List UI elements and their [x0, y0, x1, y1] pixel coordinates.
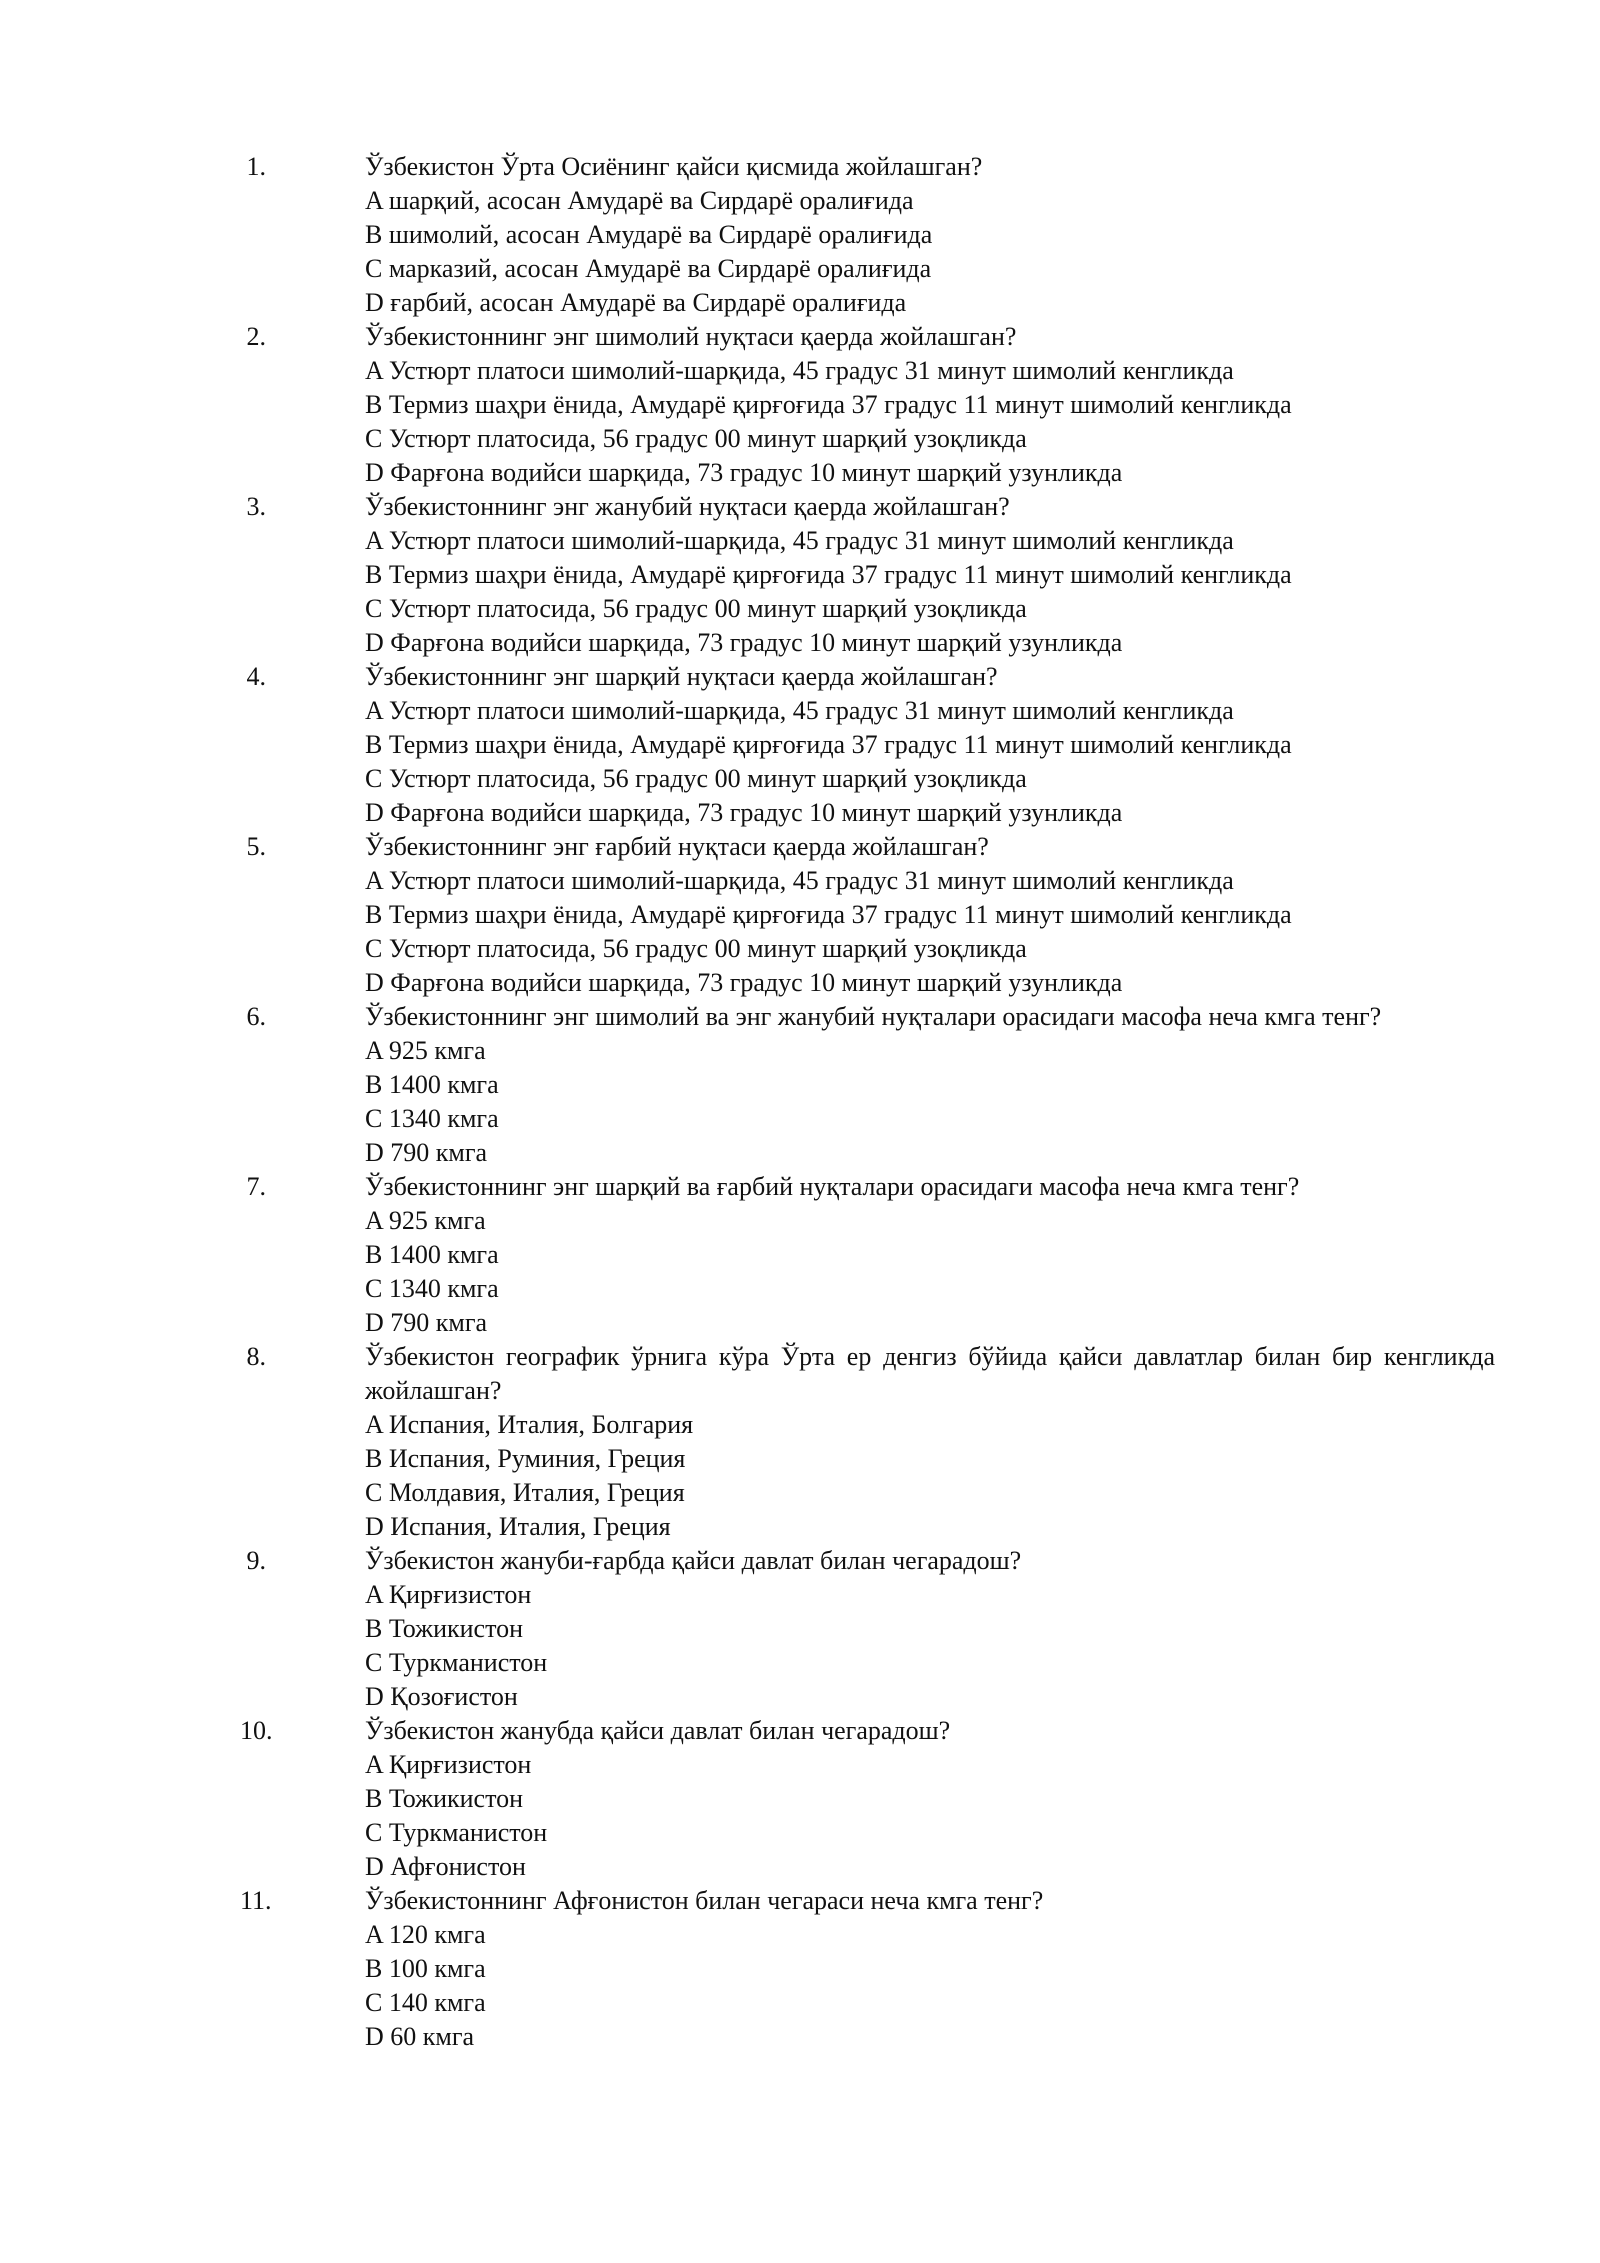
answer-option: D Фарғона водийси шарқида, 73 градус 10 минут шарқий узунликда	[365, 798, 1123, 827]
answer-option: C марказий, асосан Амударё ва Сирдарё оралиғида	[365, 254, 932, 283]
question-block	[240, 320, 1495, 490]
answer-option: A Устюрт платоси шимолий-шарқида, 45 градус 31 минут шимолий кенгликда	[365, 526, 1234, 555]
question-text: Ўзбекистон жанубда қайси давлат билан чегарадош?	[365, 1716, 951, 1745]
answer-option: D Қозоғистон	[365, 1682, 518, 1711]
answer-option: B 100 кмга	[365, 1954, 486, 1983]
question-text: Ўзбекистоннинг энг шарқий нуқтаси қаерда жойлашган?	[365, 662, 998, 691]
answer-option: C 1340 кмга	[365, 1104, 499, 1133]
answer-option: C Устюрт платосида, 56 градус 00 минут шарқий узоқликда	[365, 764, 1027, 793]
answer-option: B Тожикистон	[365, 1614, 524, 1643]
answer-option: A Устюрт платоси шимолий-шарқида, 45 градус 31 минут шимолий кенгликда	[365, 866, 1234, 895]
answer-option: B 1400 кмга	[365, 1240, 499, 1269]
answer-option: A шарқий, асосан Амударё ва Сирдарё оралиғида	[365, 186, 914, 215]
answer-option: C Устюрт платосида, 56 градус 00 минут шарқий узоқликда	[365, 594, 1027, 623]
question-number: 3.	[246, 492, 266, 521]
question-number: 11.	[240, 1886, 272, 1915]
question-block	[240, 1884, 1495, 2054]
answer-option: A 120 кмга	[365, 1920, 486, 1949]
answer-option: B Термиз шаҳри ёнида, Амударё қирғоғида 37 градус 11 минут шимолий кенгликда	[365, 730, 1292, 759]
answer-option: C Молдавия, Италия, Греция	[365, 1478, 685, 1507]
question-block	[240, 150, 1495, 320]
question-text: Ўзбекистоннинг энг шимолий нуқтаси қаерда жойлашган?	[365, 322, 1017, 351]
question-block	[240, 1544, 1495, 1714]
answer-option: C 1340 кмга	[365, 1274, 499, 1303]
question-block	[240, 1714, 1495, 1884]
question-text: Ўзбекистоннинг энг ғарбий нуқтаси қаерда жойлашган?	[365, 832, 989, 861]
answer-option: A Устюрт платоси шимолий-шарқида, 45 градус 31 минут шимолий кенгликда	[365, 696, 1234, 725]
answer-option: A Қирғизистон	[365, 1750, 532, 1779]
answer-option: B Термиз шаҳри ёнида, Амударё қирғоғида 37 градус 11 минут шимолий кенгликда	[365, 900, 1292, 929]
question-number: 10.	[240, 1716, 273, 1745]
answer-option: D Испания, Италия, Греция	[365, 1512, 671, 1541]
question-block	[240, 1340, 1495, 1544]
question-block	[240, 660, 1495, 830]
question-number: 9.	[246, 1546, 266, 1575]
answer-option: C Устюрт платосида, 56 градус 00 минут шарқий узоқликда	[365, 934, 1027, 963]
question-number: 6.	[246, 1002, 266, 1031]
question-text: Ўзбекистон жануби-ғарбда қайси давлат билан чегарадош?	[365, 1546, 1022, 1575]
question-block	[240, 1000, 1495, 1170]
answer-option: B Тожикистон	[365, 1784, 524, 1813]
question-number: 4.	[246, 662, 266, 691]
question-text: Ўзбекистоннинг энг шарқий ва ғарбий нуқталари орасидаги масофа неча кмга тенг?	[365, 1172, 1300, 1201]
answer-option: B шимолий, асосан Амударё ва Сирдарё оралиғида	[365, 220, 933, 249]
question-text: Ўзбекистоннинг энг жанубий нуқтаси қаерда жойлашган?	[365, 492, 1010, 521]
answer-option: C Устюрт платосида, 56 градус 00 минут шарқий узоқликда	[365, 424, 1027, 453]
question-number: 7.	[246, 1172, 266, 1201]
question-number: 2.	[246, 322, 266, 351]
question-text: Ўзбекистон Ўрта Осиёнинг қайси қисмида жойлашган?	[365, 152, 983, 181]
answer-option: D Фарғона водийси шарқида, 73 градус 10 минут шарқий узунликда	[365, 628, 1123, 657]
answer-option: B Термиз шаҳри ёнида, Амударё қирғоғида 37 градус 11 минут шимолий кенгликда	[365, 390, 1292, 419]
question-text: Ўзбекистон географик ўрнига кўра Ўрта ер денгиз бўйида қайси давлатлар билан бир кенгликда жойлашган?	[365, 1342, 1495, 1405]
answer-option: A Устюрт платоси шимолий-шарқида, 45 градус 31 минут шимолий кенгликда	[365, 356, 1234, 385]
question-number: 8.	[246, 1342, 266, 1371]
question-number: 5.	[246, 832, 266, 861]
question-block	[240, 830, 1495, 1000]
answer-option: B 1400 кмга	[365, 1070, 499, 1099]
answer-option: D ғарбий, асосан Амударё ва Сирдарё оралиғида	[365, 288, 907, 317]
answer-option: D 60 кмга	[365, 2022, 475, 2051]
question-number: 1.	[246, 152, 266, 181]
question-text: Ўзбекистоннинг Афғонистон билан чегараси неча кмга тенг?	[365, 1886, 1044, 1915]
answer-option: A 925 кмга	[365, 1206, 486, 1235]
answer-option: A Қирғизистон	[365, 1580, 532, 1609]
question-text: Ўзбекистоннинг энг шимолий ва энг жанубий нуқталари орасидаги масофа неча кмга тенг?	[365, 1002, 1382, 1031]
answer-option: D Фарғона водийси шарқида, 73 градус 10 минут шарқий узунликда	[365, 968, 1123, 997]
answer-option: B Термиз шаҳри ёнида, Амударё қирғоғида 37 градус 11 минут шимолий кенгликда	[365, 560, 1292, 589]
answer-option: D Фарғона водийси шарқида, 73 градус 10 минут шарқий узунликда	[365, 458, 1123, 487]
answer-option: C 140 кмга	[365, 1988, 486, 2017]
answer-option: D 790 кмга	[365, 1138, 488, 1167]
answer-option: C Туркманистон	[365, 1648, 548, 1677]
question-block	[240, 490, 1495, 660]
answer-option: D 790 кмга	[365, 1308, 488, 1337]
answer-option: A 925 кмга	[365, 1036, 486, 1065]
answer-option: D Афғонистон	[365, 1852, 526, 1881]
answer-option: B Испания, Руминия, Греция	[365, 1444, 686, 1473]
answer-option: C Туркманистон	[365, 1818, 548, 1847]
question-block	[240, 1170, 1495, 1340]
answer-option: A Испания, Италия, Болгария	[365, 1410, 694, 1439]
question-list	[240, 150, 1495, 2054]
